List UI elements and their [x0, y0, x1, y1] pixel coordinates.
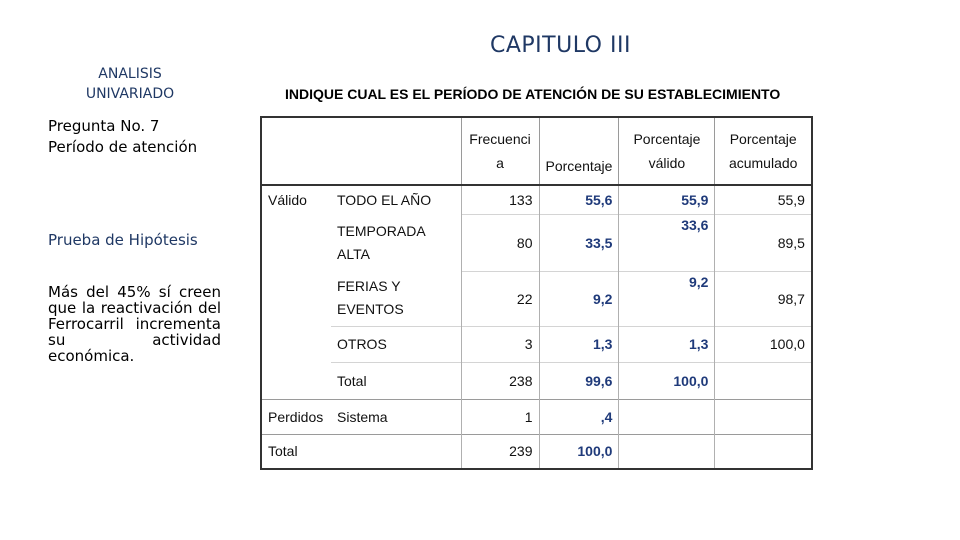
section-heading	[55, 64, 205, 104]
cell-valido: 33,6	[619, 214, 715, 271]
cell-acumulado: 55,9	[715, 185, 812, 214]
table-row	[261, 326, 812, 362]
group-spacer	[261, 326, 331, 362]
group-total: Total	[261, 434, 461, 469]
header-porcentaje: Porcentaje	[539, 117, 619, 185]
cell-acumulado: 98,7	[715, 271, 812, 326]
table-row	[261, 214, 812, 271]
frequency-table	[260, 116, 813, 470]
table-title: INDIQUE CUAL ES EL PERÍODO DE ATENCIÓN DE SU ESTABLECIMIENTO	[285, 86, 781, 102]
cell-frecuencia: 22	[461, 271, 539, 326]
row-label-l2: EVENTOS	[337, 301, 404, 318]
header-porcentaje-valido	[619, 117, 715, 185]
cell-porcentaje: 100,0	[539, 434, 619, 469]
cell-frecuencia: 1	[461, 399, 539, 434]
table-row-perdidos	[261, 399, 812, 434]
section-heading-line2: UNIVARIADO	[85, 86, 175, 102]
cell-frecuencia: 80	[461, 214, 539, 271]
cell-empty	[619, 399, 715, 434]
header-empty	[261, 117, 461, 185]
header-acum-l2: acumulado	[728, 155, 798, 171]
cell-porcentaje: ,4	[539, 399, 619, 434]
group-spacer	[261, 214, 331, 271]
table-header-row	[261, 117, 812, 185]
header-frecuencia-l1: Frecuenci	[469, 131, 531, 147]
row-label	[331, 271, 461, 326]
group-valido: Válido	[268, 192, 307, 208]
header-frecuencia	[461, 117, 539, 185]
cell-valido: 100,0	[619, 362, 715, 399]
section-heading-line1: ANALISIS	[98, 66, 162, 82]
cell-frecuencia: 238	[461, 362, 539, 399]
group-spacer	[261, 362, 331, 399]
header-acum-l1: Porcentaje	[729, 131, 797, 147]
cell-valido: 1,3	[619, 326, 715, 362]
row-label-l1: TEMPORADA	[337, 222, 426, 239]
row-label: Sistema	[331, 399, 461, 434]
cell-empty	[715, 399, 812, 434]
row-label: TODO EL AÑO	[337, 192, 432, 208]
table-row-total	[261, 434, 812, 469]
group-perdidos: Perdidos	[261, 399, 331, 434]
header-porcentaje-acumulado	[715, 117, 812, 185]
row-label	[331, 214, 461, 271]
chapter-title: CAPITULO III	[490, 33, 631, 58]
row-label-l2: ALTA	[337, 245, 370, 262]
header-valido-l1: Porcentaje	[633, 131, 701, 147]
row-label: OTROS	[331, 326, 461, 362]
cell-porcentaje: 99,6	[539, 362, 619, 399]
cell-frecuencia: 3	[461, 326, 539, 362]
cell-valido: 9,2	[619, 271, 715, 326]
hypothesis-heading: Prueba de Hipótesis	[48, 231, 198, 249]
question-topic: Período de atención	[48, 138, 198, 156]
table-row	[261, 362, 812, 399]
row-label-l1: FERIAS Y	[337, 278, 401, 295]
header-frecuencia-l2: a	[496, 155, 504, 171]
cell-frecuencia: 239	[461, 434, 539, 469]
table-row	[261, 185, 812, 214]
cell-acumulado	[715, 362, 812, 399]
cell-empty	[715, 434, 812, 469]
cell-frecuencia: 133	[461, 185, 539, 214]
cell-acumulado: 89,5	[715, 214, 812, 271]
question-number: Pregunta No. 7	[48, 117, 160, 135]
header-valido-l2: válido	[648, 155, 686, 171]
question-label	[48, 116, 238, 158]
cell-porcentaje: 1,3	[539, 326, 619, 362]
group-spacer	[261, 271, 331, 326]
cell-valido: 55,9	[619, 185, 715, 214]
cell-empty	[619, 434, 715, 469]
cell-porcentaje: 55,6	[539, 185, 619, 214]
cell-acumulado: 100,0	[715, 326, 812, 362]
conclusion-text: Más del 45% sí creen que la reactivación del Ferrocarril incrementa su actividad económica.	[48, 283, 221, 365]
cell-porcentaje: 9,2	[539, 271, 619, 326]
table-row	[261, 271, 812, 326]
row-label: Total	[331, 362, 461, 399]
cell-porcentaje: 33,5	[539, 214, 619, 271]
